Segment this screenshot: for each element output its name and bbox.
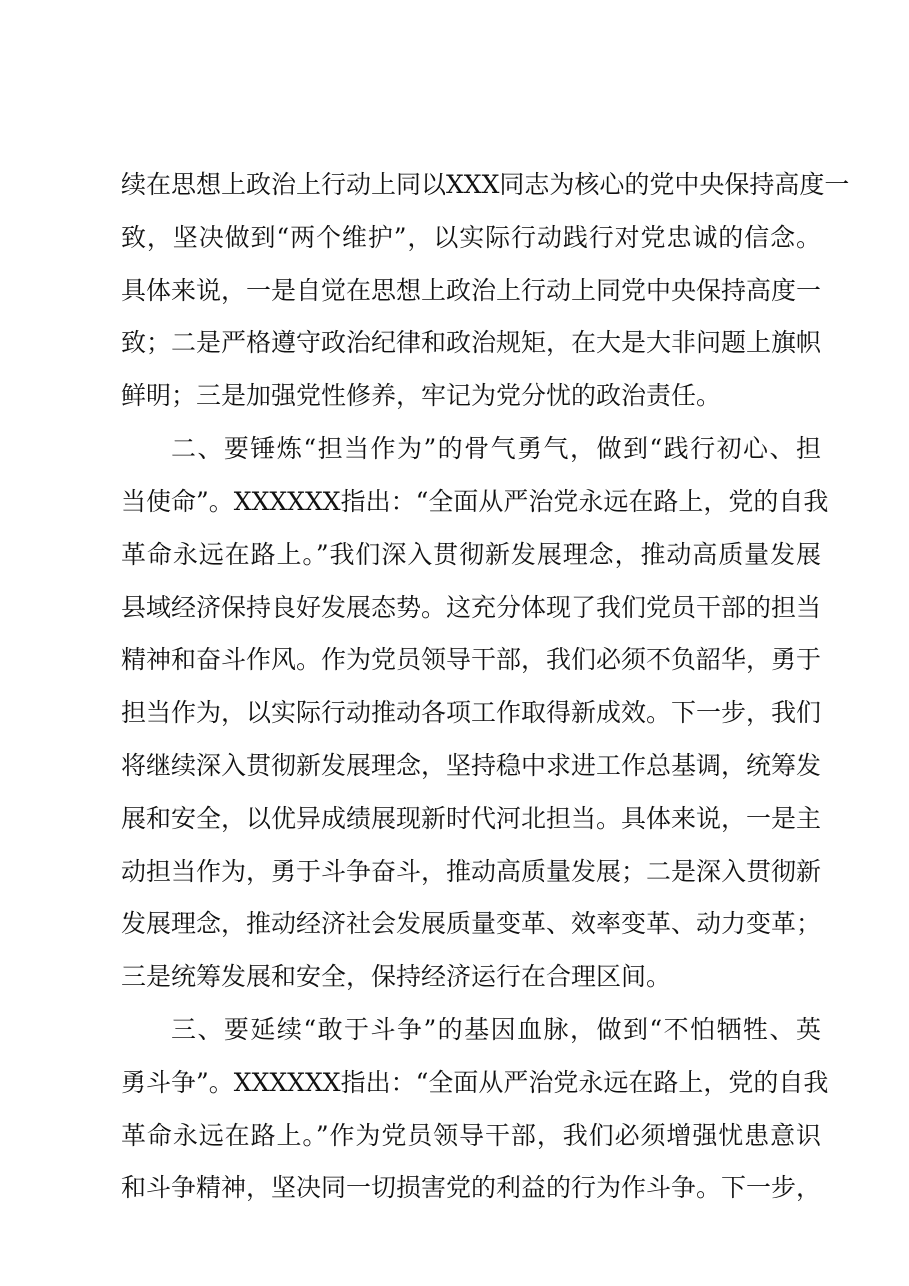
text-line: 动担当作为，勇于斗争奋斗，推动高质量发展；二是深入贯彻新 (121, 857, 822, 886)
text-line: 勇斗争”。XXXXXX指出：“全面从严治党永远在路上，党的自我 (121, 1068, 829, 1097)
text-line: 当使命”。XXXXXX指出：“全面从严治党永远在路上，党的自我 (121, 487, 829, 516)
text-line: 具体来说，一是自觉在思想上政治上行动上同党中央保持高度一 (121, 276, 822, 305)
text-line: 县域经济保持良好发展态势。这充分体现了我们党员干部的担当 (121, 593, 822, 622)
text-line: 续在思想上政治上行动上同以XXX同志为核心的党中央保持高度一 (121, 170, 850, 199)
paragraph-heading-line: 三、要延续“敢于斗争”的基因血脉，做到“不怕牺牲、英 (171, 1015, 821, 1044)
text-line: 致；二是严格遵守政治纪律和政治规矩，在大是大非问题上旗帜 (121, 328, 822, 357)
text-line: 将继续深入贯彻新发展理念，坚持稳中求进工作总基调，统筹发 (121, 751, 822, 780)
text-line: 革命永远在路上。”作为党员领导干部，我们必须增强忧患意识 (121, 1121, 821, 1150)
text-line: 发展理念，推动经济社会发展质量变革、效率变革、动力变革； (121, 909, 822, 938)
text-line: 致，坚决做到“两个维护”，以实际行动践行对党忠诚的信念。 (121, 223, 821, 252)
text-line: 担当作为，以实际行动推动各项工作取得新成效。下一步，我们 (121, 698, 822, 727)
text-line: 鲜明；三是加强党性修养，牢记为党分忧的政治责任。 (121, 381, 722, 410)
text-line: 和斗争精神，坚决同一切损害党的利益的行为作斗争。下一步， (121, 1173, 822, 1202)
text-line: 展和安全，以优异成绩展现新时代河北担当。具体来说，一是主 (121, 804, 822, 833)
paragraph-heading-line: 二、要锤炼“担当作为”的骨气勇气，做到“践行初心、担 (171, 434, 821, 463)
text-line: 精神和奋斗作风。作为党员领导干部，我们必须不负韶华，勇于 (121, 645, 822, 674)
text-line: 革命永远在路上。”我们深入贯彻新发展理念，推动高质量发展 (121, 540, 821, 569)
text-line: 三是统筹发展和安全，保持经济运行在合理区间。 (121, 962, 672, 991)
